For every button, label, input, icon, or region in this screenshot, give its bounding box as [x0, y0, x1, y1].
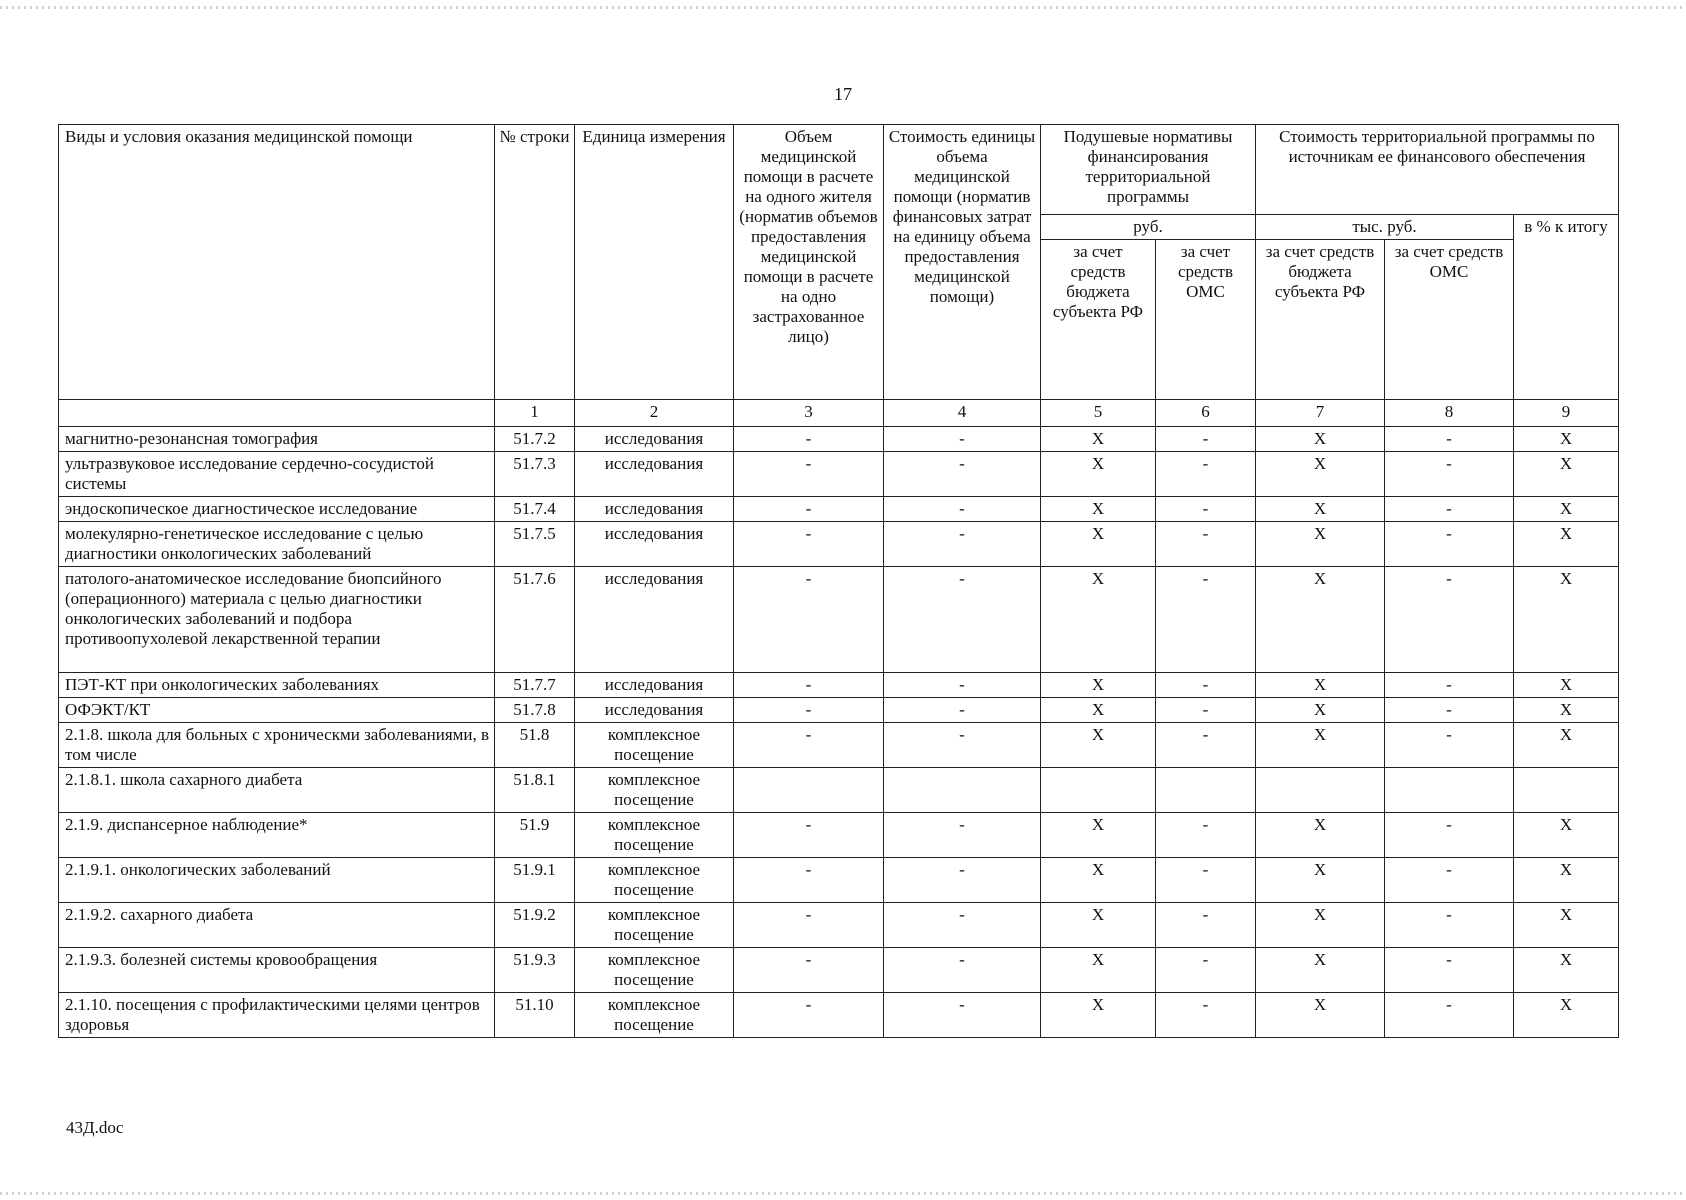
cell-cost-budget: X — [1256, 427, 1385, 452]
header-cost-oms: за счет средств ОМС — [1385, 240, 1514, 400]
cell-unit-cost: - — [884, 723, 1041, 768]
table-row — [59, 427, 1619, 452]
cell-cost-oms: - — [1385, 948, 1514, 993]
cell-cost-oms: - — [1385, 903, 1514, 948]
cell-volume: - — [734, 497, 884, 522]
row-code: 51.9.2 — [495, 903, 575, 948]
cell-percent: X — [1514, 858, 1619, 903]
cell-pc-oms: - — [1156, 723, 1256, 768]
row-name: 2.1.9.3. болезней системы кровообращения — [59, 948, 495, 993]
cell-pc-oms: - — [1156, 948, 1256, 993]
cell-volume: - — [734, 723, 884, 768]
cell-volume: - — [734, 522, 884, 567]
cell-pc-budget: X — [1041, 813, 1156, 858]
cell-cost-budget: X — [1256, 858, 1385, 903]
cell-cost-budget: X — [1256, 723, 1385, 768]
column-number: 4 — [884, 400, 1041, 427]
column-number — [59, 400, 495, 427]
cell-pc-budget: X — [1041, 452, 1156, 497]
cell-pc-oms: - — [1156, 567, 1256, 673]
cell-cost-budget: X — [1256, 948, 1385, 993]
row-unit: комплексное посещение — [575, 993, 734, 1038]
cell-percent: X — [1514, 567, 1619, 673]
cell-volume: - — [734, 948, 884, 993]
column-number: 5 — [1041, 400, 1156, 427]
row-unit: комплексное посещение — [575, 948, 734, 993]
cell-pc-oms: - — [1156, 673, 1256, 698]
row-unit: исследования — [575, 673, 734, 698]
cell-unit-cost: - — [884, 452, 1041, 497]
cell-percent — [1514, 768, 1619, 813]
row-name: ОФЭКТ/КТ — [59, 698, 495, 723]
table-row — [59, 723, 1619, 768]
cell-volume: - — [734, 452, 884, 497]
cell-pc-oms: - — [1156, 427, 1256, 452]
cell-unit-cost — [884, 768, 1041, 813]
table-row — [59, 673, 1619, 698]
cell-unit-cost: - — [884, 427, 1041, 452]
row-name: 2.1.8. школа для больных с хроническми заболеваниями, в том числе — [59, 723, 495, 768]
cell-pc-oms — [1156, 768, 1256, 813]
row-name: ультразвуковое исследование сердечно-сосудистой системы — [59, 452, 495, 497]
header-types: Виды и условия оказания медицинской помощи — [59, 125, 495, 400]
column-number: 2 — [575, 400, 734, 427]
table-row — [59, 522, 1619, 567]
row-code: 51.9.1 — [495, 858, 575, 903]
cell-cost-budget: X — [1256, 698, 1385, 723]
row-unit: исследования — [575, 698, 734, 723]
row-code: 51.9.3 — [495, 948, 575, 993]
cell-cost-oms: - — [1385, 723, 1514, 768]
cell-cost-oms: - — [1385, 813, 1514, 858]
cell-unit-cost: - — [884, 522, 1041, 567]
cell-unit-cost: - — [884, 858, 1041, 903]
cell-volume: - — [734, 993, 884, 1038]
column-number: 6 — [1156, 400, 1256, 427]
header-program-cost-group: Стоимость территориальной программы по источникам ее финансового обеспечения — [1256, 125, 1619, 215]
header-unit-cost: Стоимость единицы объема медицинской помощи (норматив финансовых затрат на единицу объема предоставления медицинской помощи) — [884, 125, 1041, 400]
row-name: ПЭТ-КТ при онкологических заболеваниях — [59, 673, 495, 698]
row-unit: комплексное посещение — [575, 723, 734, 768]
row-name: 2.1.8.1. школа сахарного диабета — [59, 768, 495, 813]
row-code: 51.7.4 — [495, 497, 575, 522]
header-volume: Объем медицинской помощи в расчете на одного жителя (норматив объемов предоставления медицинской помощи в расчете на одно застрахованное лицо) — [734, 125, 884, 400]
cell-cost-budget: X — [1256, 903, 1385, 948]
cell-pc-budget: X — [1041, 723, 1156, 768]
cell-pc-budget: X — [1041, 858, 1156, 903]
row-unit: исследования — [575, 522, 734, 567]
row-code: 51.8 — [495, 723, 575, 768]
cell-volume — [734, 768, 884, 813]
cell-unit-cost: - — [884, 497, 1041, 522]
row-name: эндоскопическое диагностическое исследование — [59, 497, 495, 522]
cell-cost-budget: X — [1256, 452, 1385, 497]
row-unit: комплексное посещение — [575, 858, 734, 903]
row-code: 51.7.2 — [495, 427, 575, 452]
cell-pc-oms: - — [1156, 698, 1256, 723]
cell-cost-budget: X — [1256, 813, 1385, 858]
header-rub: руб. — [1041, 215, 1256, 240]
cell-volume: - — [734, 813, 884, 858]
cell-pc-budget: X — [1041, 522, 1156, 567]
header-row-number: № строки — [495, 125, 575, 400]
cell-pc-oms: - — [1156, 522, 1256, 567]
cell-volume: - — [734, 427, 884, 452]
row-code: 51.10 — [495, 993, 575, 1038]
cell-cost-oms: - — [1385, 698, 1514, 723]
row-name: 2.1.9. диспансерное наблюдение* — [59, 813, 495, 858]
cell-pc-budget: X — [1041, 673, 1156, 698]
cell-cost-budget: X — [1256, 497, 1385, 522]
cell-cost-oms: - — [1385, 673, 1514, 698]
footer-filename: 43Д.doc — [66, 1118, 124, 1137]
header-pc-oms: за счет средств ОМС — [1156, 240, 1256, 400]
cell-unit-cost: - — [884, 993, 1041, 1038]
cell-volume: - — [734, 673, 884, 698]
cell-pc-oms: - — [1156, 858, 1256, 903]
table-row — [59, 903, 1619, 948]
row-name: 2.1.10. посещения с профилактическими целями центров здоровья — [59, 993, 495, 1038]
cell-percent: X — [1514, 522, 1619, 567]
table-row — [59, 698, 1619, 723]
cell-cost-budget: X — [1256, 567, 1385, 673]
cell-pc-oms: - — [1156, 452, 1256, 497]
cell-cost-oms: - — [1385, 497, 1514, 522]
cell-volume: - — [734, 567, 884, 673]
cell-percent: X — [1514, 497, 1619, 522]
cell-unit-cost: - — [884, 673, 1041, 698]
column-number: 7 — [1256, 400, 1385, 427]
header-per-capita-group: Подушевые нормативы финансирования территориальной программы — [1041, 125, 1256, 215]
table-row — [59, 452, 1619, 497]
column-number: 1 — [495, 400, 575, 427]
header-cost-budget: за счет средств бюджета субъекта РФ — [1256, 240, 1385, 400]
cell-pc-budget: X — [1041, 427, 1156, 452]
cell-cost-oms: - — [1385, 567, 1514, 673]
cell-pc-budget: X — [1041, 993, 1156, 1038]
table-row — [59, 858, 1619, 903]
column-number: 9 — [1514, 400, 1619, 427]
header-unit: Единица измерения — [575, 125, 734, 400]
cell-cost-oms — [1385, 768, 1514, 813]
cell-cost-oms: - — [1385, 522, 1514, 567]
row-name: молекулярно-генетическое исследование с целью диагностики онкологических заболеваний — [59, 522, 495, 567]
cell-cost-oms: - — [1385, 427, 1514, 452]
column-number: 8 — [1385, 400, 1514, 427]
row-unit: исследования — [575, 567, 734, 673]
cell-pc-oms: - — [1156, 497, 1256, 522]
cell-pc-budget: X — [1041, 567, 1156, 673]
cell-percent: X — [1514, 427, 1619, 452]
row-unit: исследования — [575, 497, 734, 522]
row-code: 51.7.5 — [495, 522, 575, 567]
medical-care-table — [58, 124, 1619, 1038]
table-body — [59, 427, 1619, 1038]
row-code: 51.7.7 — [495, 673, 575, 698]
scan-artifact-bottom — [0, 1192, 1686, 1195]
row-code: 51.7.3 — [495, 452, 575, 497]
header-thous-rub: тыс. руб. — [1256, 215, 1514, 240]
row-unit: исследования — [575, 452, 734, 497]
cell-pc-budget: X — [1041, 698, 1156, 723]
cell-unit-cost: - — [884, 948, 1041, 993]
table-row — [59, 497, 1619, 522]
cell-pc-budget: X — [1041, 948, 1156, 993]
cell-percent: X — [1514, 993, 1619, 1038]
cell-cost-oms: - — [1385, 993, 1514, 1038]
cell-unit-cost: - — [884, 903, 1041, 948]
header-percent: в % к итогу — [1514, 215, 1619, 400]
row-unit: исследования — [575, 427, 734, 452]
row-name: магнитно-резонансная томография — [59, 427, 495, 452]
cell-cost-oms: - — [1385, 858, 1514, 903]
cell-pc-oms: - — [1156, 903, 1256, 948]
cell-cost-budget: X — [1256, 673, 1385, 698]
cell-percent: X — [1514, 903, 1619, 948]
cell-percent: X — [1514, 698, 1619, 723]
page-number — [0, 84, 1686, 105]
row-code: 51.7.6 — [495, 567, 575, 673]
row-code: 51.7.8 — [495, 698, 575, 723]
row-code: 51.9 — [495, 813, 575, 858]
cell-unit-cost: - — [884, 813, 1041, 858]
row-unit: комплексное посещение — [575, 813, 734, 858]
column-number-row — [59, 400, 1619, 427]
cell-pc-oms: - — [1156, 813, 1256, 858]
cell-pc-oms: - — [1156, 993, 1256, 1038]
cell-pc-budget — [1041, 768, 1156, 813]
cell-pc-budget: X — [1041, 497, 1156, 522]
cell-percent: X — [1514, 673, 1619, 698]
cell-pc-budget: X — [1041, 903, 1156, 948]
table-row — [59, 768, 1619, 813]
header-pc-budget: за счет средств бюджета субъекта РФ — [1041, 240, 1156, 400]
table-row — [59, 567, 1619, 673]
row-code: 51.8.1 — [495, 768, 575, 813]
row-name: 2.1.9.1. онкологических заболеваний — [59, 858, 495, 903]
cell-percent: X — [1514, 948, 1619, 993]
column-number: 3 — [734, 400, 884, 427]
cell-cost-budget: X — [1256, 522, 1385, 567]
cell-percent: X — [1514, 813, 1619, 858]
row-unit: комплексное посещение — [575, 903, 734, 948]
table-row — [59, 948, 1619, 993]
cell-volume: - — [734, 698, 884, 723]
cell-unit-cost: - — [884, 567, 1041, 673]
cell-percent: X — [1514, 452, 1619, 497]
cell-cost-oms: - — [1385, 452, 1514, 497]
cell-volume: - — [734, 903, 884, 948]
cell-cost-budget — [1256, 768, 1385, 813]
row-unit: комплексное посещение — [575, 768, 734, 813]
row-name: 2.1.9.2. сахарного диабета — [59, 903, 495, 948]
table-row — [59, 993, 1619, 1038]
table-row — [59, 813, 1619, 858]
cell-volume: - — [734, 858, 884, 903]
scan-artifact-top — [0, 6, 1686, 9]
row-name: патолого-анатомическое исследование биопсийного (операционного) материала с целью диагностики онкологических заболеваний и подбора противоопухолевой лекарственной терапии — [59, 567, 495, 673]
cell-percent: X — [1514, 723, 1619, 768]
table-header — [59, 125, 1619, 427]
cell-cost-budget: X — [1256, 993, 1385, 1038]
cell-unit-cost: - — [884, 698, 1041, 723]
page-number-text: 17 — [834, 84, 852, 104]
